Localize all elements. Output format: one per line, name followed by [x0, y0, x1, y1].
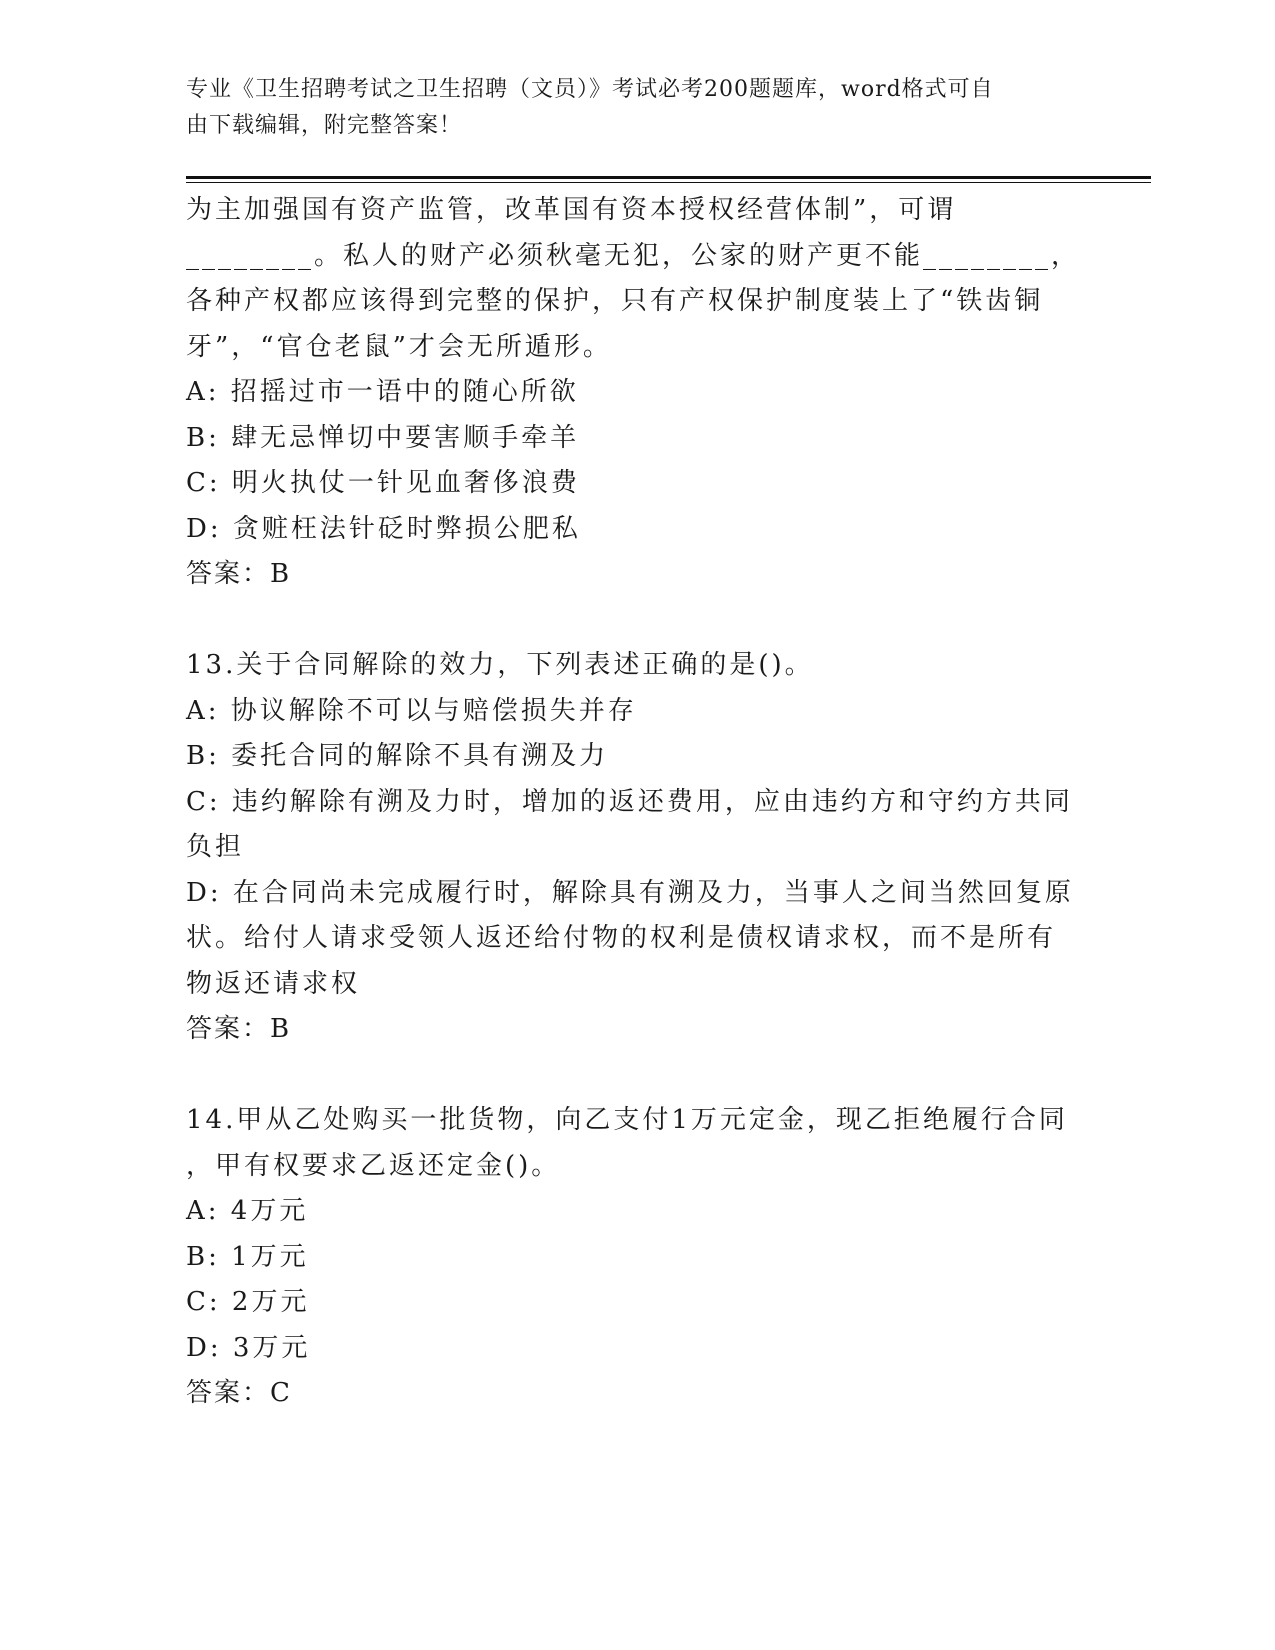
option-b: B: 1万元 [186, 1241, 309, 1272]
question-stem-line: 14.甲从乙处购买一批货物，向乙支付1万元定金，现乙拒绝履行合同 [186, 1105, 1068, 1135]
question-stem-line: 13.关于合同解除的效力，下列表述正确的是()。 [186, 650, 814, 680]
answer-line: 答案：B [186, 1014, 292, 1044]
question-spacer [186, 598, 1066, 644]
header-line: 由下载编辑，附完整答案！ [186, 113, 463, 138]
question-block-13 [186, 643, 1074, 1053]
document-body [186, 188, 1081, 1417]
option-b: B: 肆无忌惮切中要害顺手牵羊 [186, 422, 580, 453]
option-d-continued: 物返还请求权 [186, 968, 361, 999]
header-divider-thin [186, 182, 1151, 183]
question-block-14 [186, 1098, 1066, 1417]
option-c: C: 违约解除有溯及力时，增加的返还费用，应由违约方和守约方共同 [186, 786, 1073, 817]
option-d-continued: 状。给付人请求受领人返还给付物的权利是债权请求权，而不是所有 [186, 923, 1057, 953]
question-stem-line: ________。私人的财产必须秋毫无犯，公家的财产更不能________， [186, 240, 1081, 271]
answer-line: 答案：B [186, 559, 292, 589]
option-c-continued: 负担 [186, 832, 245, 862]
document-header [186, 72, 1066, 144]
option-d: D: 3万元 [186, 1332, 311, 1363]
option-d: D: 在合同尚未完成履行时，解除具有溯及力，当事人之间当然回复原 [186, 877, 1074, 908]
option-a: A: 招摇过市一语中的随心所欲 [186, 377, 579, 407]
option-d: D: 贪赃枉法针砭时弊损公肥私 [186, 513, 581, 544]
question-stem-line: 牙”，“官仓老鼠”才会无所遁形。 [186, 331, 612, 362]
option-c: C: 明火执仗一针见血奢侈浪费 [186, 468, 580, 498]
question-spacer [186, 1053, 1066, 1099]
option-c: C: 2万元 [186, 1287, 310, 1317]
question-block-12 [186, 188, 1081, 598]
question-stem-line: ，甲有权要求乙返还定金()。 [186, 1150, 561, 1181]
option-a: A: 4万元 [186, 1196, 309, 1226]
option-a: A: 协议解除不可以与赔偿损失并存 [186, 695, 637, 726]
header-line: 专业《卫生招聘考试之卫生招聘（文员）》考试必考200题题库，word格式可自 [186, 77, 994, 102]
option-b: B: 委托合同的解除不具有溯及力 [186, 741, 609, 771]
header-divider [186, 176, 1151, 179]
question-stem-line: 为主加强国有资产监管，改革国有资本授权经营体制”，可谓 [186, 195, 957, 225]
question-stem-line: 各种产权都应该得到完整的保护，只有产权保护制度装上了“铁齿铜 [186, 286, 1044, 316]
answer-line: 答案：C [186, 1378, 292, 1408]
